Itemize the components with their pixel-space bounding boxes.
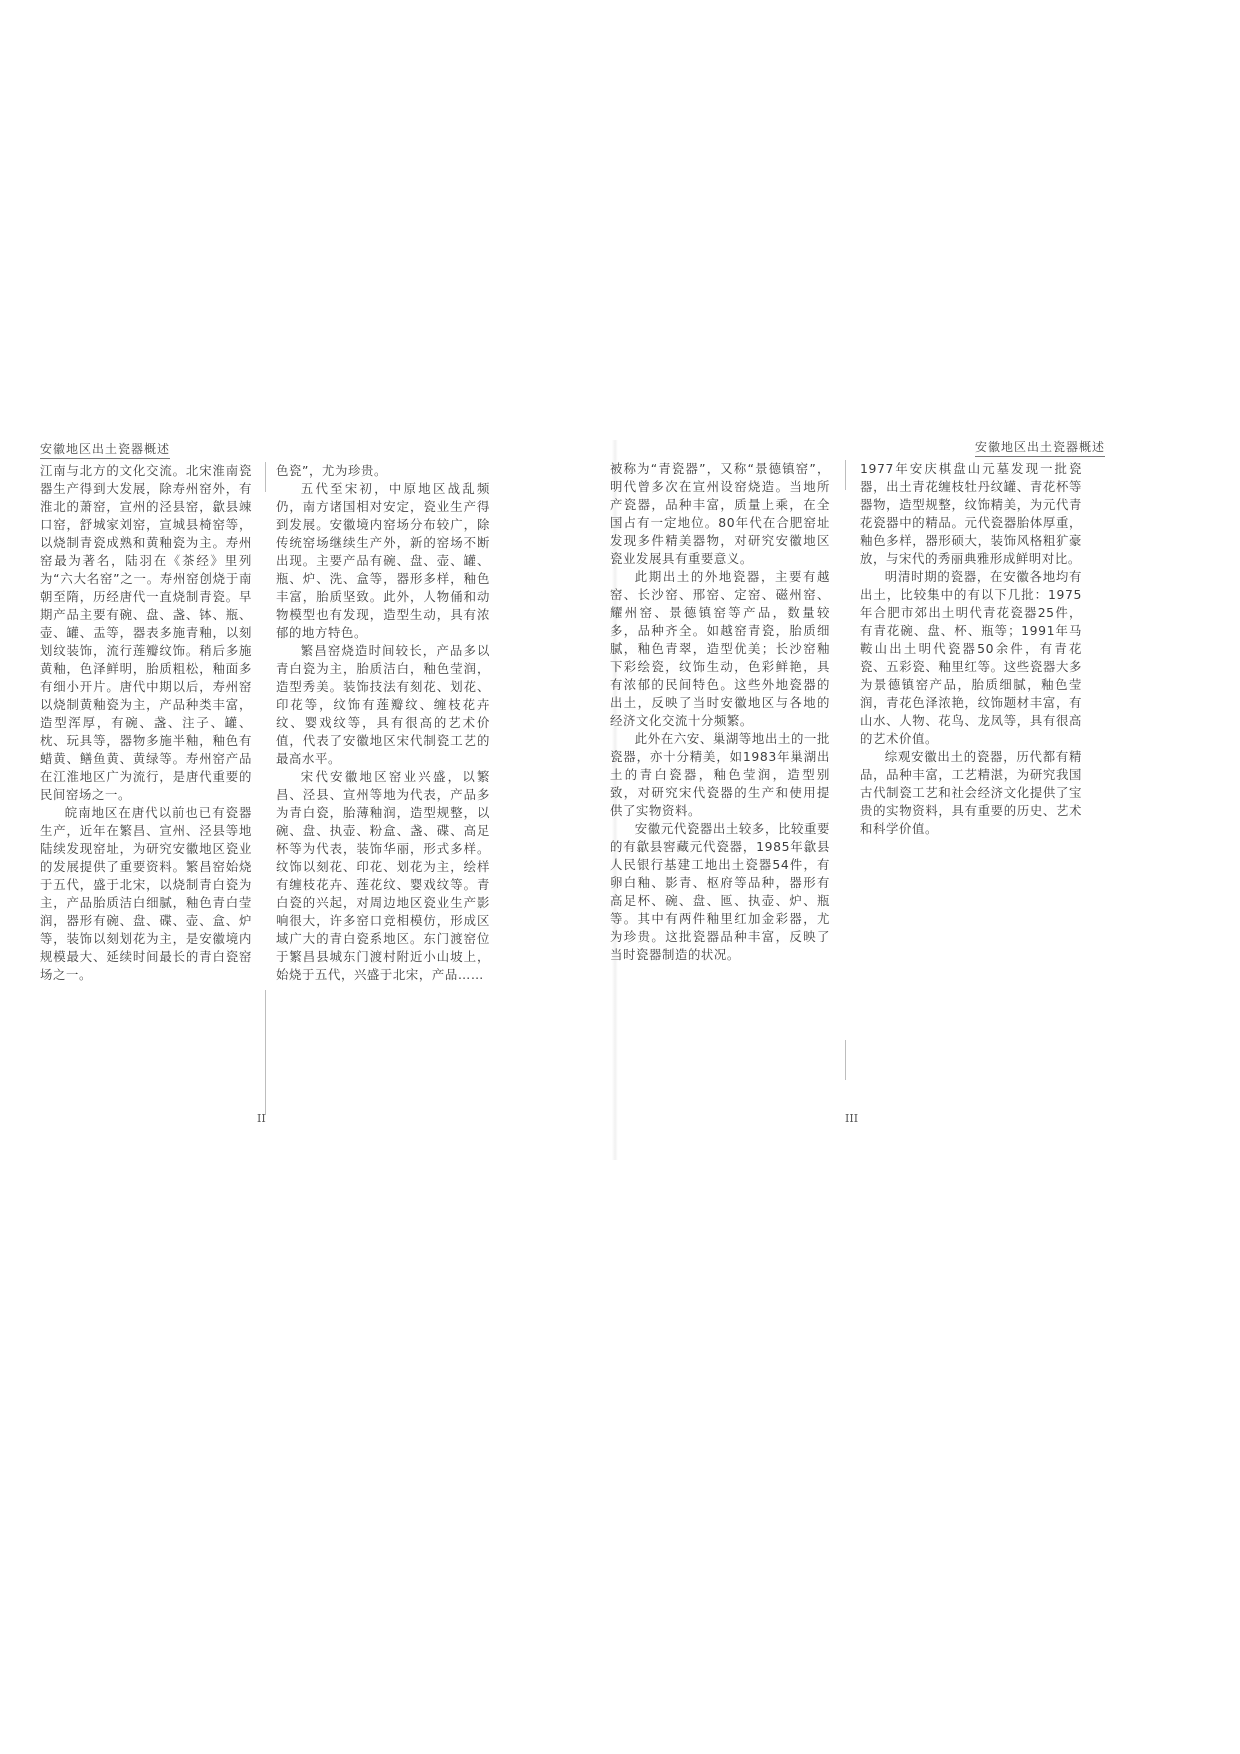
paragraph: 被称为“青瓷器”，又称“景德镇窑”，明代曾多次在宣州设窑烧造。当地所产瓷器，品种丰富，质量上乘，在全国占有一定地位。80年代在合肥窑址发现多件精美器物，对研究安徽地区瓷业发展具有重要意义。 — [610, 461, 830, 566]
paragraph: 此期出土的外地瓷器，主要有越窑、长沙窑、邢窑、定窑、磁州窑、耀州窑、景德镇窑等产品，数量较多，品种齐全。如越窑青瓷，胎质细腻，釉色青翠，造型优美；长沙窑釉下彩绘瓷，纹饰生动，色彩鲜艳，具有浓郁的民间特色。这些外地瓷器的出土，反映了当时安徽地区与各地的经济文化交流十分频繁。 — [610, 569, 830, 728]
running-header-right: 安徽地区出土瓷器概述 — [975, 438, 1105, 457]
paragraph: 此外在六安、巢湖等地出土的一批瓷器，亦十分精美，如1983年巢湖出土的青白瓷器，釉色莹润，造型别致，对研究宋代瓷器的生产和使用提供了实物资料。 — [610, 731, 830, 818]
right-page-column-2 — [860, 460, 1082, 1050]
column-divider — [265, 462, 266, 492]
page-number-right: III — [845, 1112, 859, 1125]
paragraph: 1977年安庆棋盘山元墓发现一批瓷器，出土青花缠枝牡丹纹罐、青花杯等器物，造型规整，纹饰精美，为元代青花瓷器中的精品。元代瓷器胎体厚重，釉色多样，器形硕大，装饰风格粗犷豪放，与宋代的秀丽典雅形成鲜明对比。 — [860, 461, 1082, 566]
running-header-left: 安徽地区出土瓷器概述 — [40, 440, 170, 459]
column-divider — [265, 990, 266, 1115]
right-page-column-1 — [610, 460, 830, 1050]
paragraph: 明清时期的瓷器，在安徽各地均有出土，比较集中的有以下几批：1975年合肥市郊出土明代青花瓷器25件，有青花碗、盘、杯、瓶等；1991年马鞍山出土明代瓷器50余件，有青花瓷、五彩瓷、釉里红等。这些瓷器大多为景德镇窑产品，胎质细腻，釉色莹润，青花色泽浓艳，纹饰题材丰富，有山水、人物、花鸟、龙凤等，具有很高的艺术价值。 — [860, 569, 1082, 746]
left-page-column-1 — [40, 462, 252, 1122]
paragraph: 皖南地区在唐代以前也已有瓷器生产，近年在繁昌、宣州、泾县等地陆续发现窑址，为研究安徽地区瓷业的发展提供了重要资料。繁昌窑始烧于五代，盛于北宋，以烧制青白瓷为主，产品胎质洁白细腻，釉色青白莹润，器形有碗、盘、碟、壶、盒、炉等，装饰以刻划花为主，是安徽境内规模最大、延续时间最长的青白瓷窑场之一。 — [40, 805, 252, 982]
paragraph: 繁昌窑烧造时间较长，产品多以青白瓷为主，胎质洁白，釉色莹润，造型秀美。装饰技法有刻花、划花、印花等，纹饰有莲瓣纹、缠枝花卉纹、婴戏纹等，具有很高的艺术价值，代表了安徽地区宋代制瓷工艺的最高水平。 — [276, 643, 490, 766]
column-divider — [845, 460, 846, 490]
paragraph: 五代至宋初，中原地区战乱频仍，南方诸国相对安定，瓷业生产得到发展。安徽境内窑场分布较广，除传统窑场继续生产外，新的窑场不断出现。主要产品有碗、盘、壶、罐、瓶、炉、洗、盒等，器形多样，釉色丰富，胎质坚致。此外，人物俑和动物模型也有发现，造型生动，具有浓郁的地方特色。 — [276, 481, 490, 640]
paragraph: 安徽元代瓷器出土较多，比较重要的有歙县窖藏元代瓷器，1985年歙县人民银行基建工地出土瓷器54件，有卵白釉、影青、枢府等品种，器形有高足杯、碗、盘、匜、执壶、炉、瓶等。其中有两件釉里红加金彩器，尤为珍贵。这批瓷器品种丰富，反映了当时瓷器制造的状况。 — [610, 821, 830, 962]
paragraph: 宋代安徽地区窑业兴盛，以繁昌、泾县、宣州等地为代表，产品多为青白瓷，胎薄釉润，造型规整，以碗、盘、执壶、粉盒、盏、碟、高足杯等为代表，装饰华丽，形式多样。纹饰以刻花、印花、划花为主，绘样有缠枝花卉、莲花纹、婴戏纹等。青白瓷的兴起，对周边地区瓷业生产影响很大，许多窑口竞相模仿，形成区域广大的青白瓷系地区。东门渡窑位于繁昌县城东门渡村附近小山坡上，始烧于五代，兴盛于北宋，产品…… — [276, 769, 490, 982]
paragraph: 江南与北方的文化交流。北宋淮南瓷器生产得到大发展，除寿州窑外，有淮北的萧窑，宣州的泾县窑，歙县竦口窑，舒城家刘窑，宣城县椅窑等，以烧制青瓷成熟和黄釉瓷为主。寿州窑最为著名，陆羽在《茶经》里列为“六大名窑”之一。寿州窑创烧于南朝至隋，历经唐代一直烧制青瓷。早期产品主要有碗、盘、盏、钵、瓶、壶、罐、盂等，器表多施青釉，以刻划纹装饰，流行莲瓣纹饰。稍后多施黄釉，色泽鲜明，胎质粗松，釉面多有细小开片。唐代中期以后，寿州窑以烧制黄釉瓷为主，产品种类丰富，造型浑厚，有碗、盏、注子、罐、枕、玩具等，器物多施半釉，釉色有蜡黄、鳝鱼黄、黄绿等。寿州窑产品在江淮地区广为流行，是唐代重要的民间窑场之一。 — [40, 463, 252, 802]
paragraph: 色瓷”，尤为珍贵。 — [276, 463, 387, 478]
column-divider — [845, 1040, 846, 1080]
left-page-column-2 — [276, 462, 490, 1122]
paragraph: 综观安徽出土的瓷器，历代都有精品，品种丰富，工艺精湛，为研究我国古代制瓷工艺和社会经济文化提供了宝贵的实物资料，具有重要的历史、艺术和科学价值。 — [860, 749, 1082, 836]
page-number-left: II — [257, 1112, 266, 1125]
